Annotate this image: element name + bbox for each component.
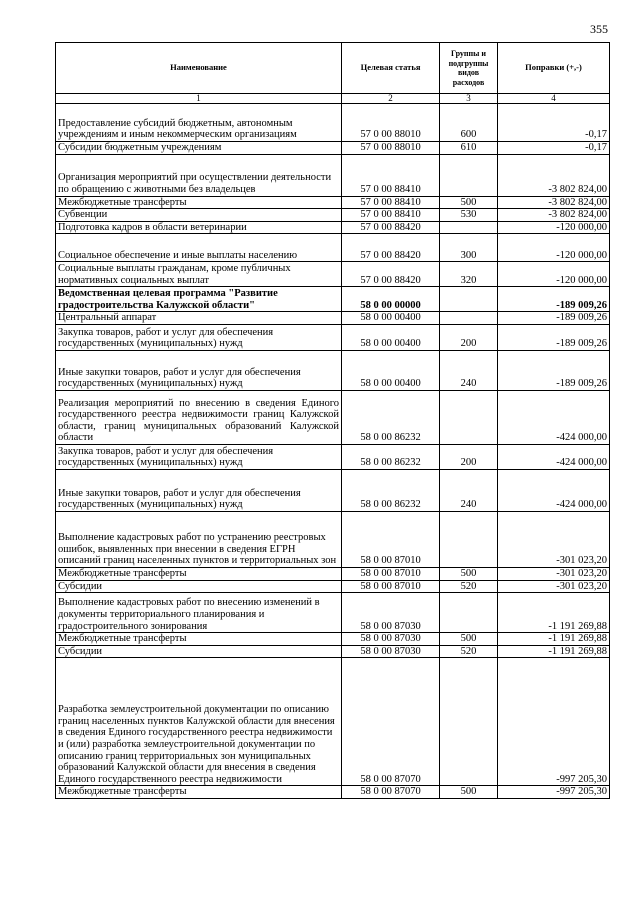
row-expense-group <box>440 312 498 325</box>
row-name: Социальное обеспечение и иные выплаты населению <box>56 234 342 262</box>
row-expense-group: 200 <box>440 444 498 469</box>
row-expense-group: 530 <box>440 209 498 222</box>
row-amendment: -301 023,20 <box>498 567 610 580</box>
row-expense-group: 320 <box>440 262 498 287</box>
row-amendment: -997 205,30 <box>498 786 610 799</box>
table-row <box>56 262 610 287</box>
row-target-article: 57 0 00 88420 <box>342 234 440 262</box>
table-row <box>56 350 610 390</box>
row-name: Межбюджетные трансферты <box>56 786 342 799</box>
row-expense-group: 520 <box>440 580 498 593</box>
table-row <box>56 786 610 799</box>
header-expense-groups: Группы и подгруппы видов расходов <box>440 43 498 94</box>
table-row <box>56 633 610 646</box>
row-name: Субвенции <box>56 209 342 222</box>
table-row <box>56 469 610 511</box>
table-row <box>56 658 610 786</box>
row-expense-group <box>440 390 498 444</box>
row-amendment: -301 023,20 <box>498 511 610 567</box>
row-amendment: -997 205,30 <box>498 658 610 786</box>
header-amendments: Поправки (+,-) <box>498 43 610 94</box>
row-name: Субсидии <box>56 645 342 658</box>
row-amendment: -424 000,00 <box>498 469 610 511</box>
row-amendment: -1 191 269,88 <box>498 645 610 658</box>
row-amendment: -189 009,26 <box>498 287 610 312</box>
row-target-article: 58 0 00 87030 <box>342 593 440 633</box>
row-target-article: 57 0 00 88410 <box>342 209 440 222</box>
header-target-article: Целевая статья <box>342 43 440 94</box>
column-number-row <box>56 94 610 104</box>
row-expense-group: 610 <box>440 142 498 155</box>
row-expense-group <box>440 593 498 633</box>
budget-table <box>55 42 610 799</box>
row-amendment: -424 000,00 <box>498 444 610 469</box>
table-row <box>56 104 610 142</box>
table-row <box>56 221 610 234</box>
row-target-article: 57 0 00 88010 <box>342 142 440 155</box>
row-name: Субсидии <box>56 580 342 593</box>
table-row <box>56 209 610 222</box>
row-target-article: 58 0 00 00400 <box>342 312 440 325</box>
row-name: Центральный аппарат <box>56 312 342 325</box>
table-row <box>56 142 610 155</box>
row-expense-group <box>440 658 498 786</box>
row-target-article: 57 0 00 88010 <box>342 104 440 142</box>
row-target-article: 58 0 00 87010 <box>342 580 440 593</box>
row-amendment: -120 000,00 <box>498 234 610 262</box>
row-target-article: 58 0 00 86232 <box>342 444 440 469</box>
row-target-article: 58 0 00 86232 <box>342 390 440 444</box>
table-row <box>56 580 610 593</box>
row-name: Ведомственная целевая программа "Развитие градостроительства Калужской области" <box>56 287 342 312</box>
row-target-article: 58 0 00 87010 <box>342 511 440 567</box>
row-amendment: -189 009,26 <box>498 350 610 390</box>
row-name: Реализация мероприятий по внесению в сведения Единого государственного реестра недвижимости границ Калужской области, границ муниципальных образований Калужской области <box>56 390 342 444</box>
table-row <box>56 234 610 262</box>
row-amendment: -189 009,26 <box>498 324 610 350</box>
row-expense-group <box>440 221 498 234</box>
row-target-article: 58 0 00 00400 <box>342 324 440 350</box>
row-target-article: 58 0 00 87030 <box>342 633 440 646</box>
row-amendment: -0,17 <box>498 104 610 142</box>
row-name: Межбюджетные трансферты <box>56 633 342 646</box>
row-amendment: -3 802 824,00 <box>498 209 610 222</box>
row-name: Социальные выплаты гражданам, кроме публичных нормативных социальных выплат <box>56 262 342 287</box>
page-number: 355 <box>590 22 608 36</box>
row-name: Предоставление субсидий бюджетным, автономным учреждениям и иным некоммерческим организациям <box>56 104 342 142</box>
row-expense-group: 600 <box>440 104 498 142</box>
table-row <box>56 645 610 658</box>
row-expense-group: 300 <box>440 234 498 262</box>
row-target-article: 58 0 00 87010 <box>342 567 440 580</box>
row-amendment: -301 023,20 <box>498 580 610 593</box>
row-target-article: 57 0 00 88410 <box>342 196 440 209</box>
row-name: Закупка товаров, работ и услуг для обеспечения государственных (муниципальных) нужд <box>56 444 342 469</box>
table-row <box>56 444 610 469</box>
row-expense-group <box>440 287 498 312</box>
row-name: Закупка товаров, работ и услуг для обеспечения государственных (муниципальных) нужд <box>56 324 342 350</box>
column-number: 1 <box>56 94 342 104</box>
row-amendment: -0,17 <box>498 142 610 155</box>
row-amendment: -1 191 269,88 <box>498 633 610 646</box>
table-row <box>56 567 610 580</box>
row-expense-group: 500 <box>440 633 498 646</box>
row-target-article: 58 0 00 86232 <box>342 469 440 511</box>
row-name: Межбюджетные трансферты <box>56 196 342 209</box>
row-expense-group: 200 <box>440 324 498 350</box>
table-row <box>56 593 610 633</box>
row-target-article: 58 0 00 87030 <box>342 645 440 658</box>
column-number: 3 <box>440 94 498 104</box>
row-expense-group: 240 <box>440 469 498 511</box>
row-name: Выполнение кадастровых работ по устранению реестровых ошибок, выявленных при внесении в сведения ЕГРН описаний границ населенных пунктов и территориальных зон <box>56 511 342 567</box>
row-name: Выполнение кадастровых работ по внесению изменений в документы территориального планирования и градостроительного зонирования <box>56 593 342 633</box>
row-target-article: 57 0 00 88410 <box>342 154 440 196</box>
row-amendment: -424 000,00 <box>498 390 610 444</box>
row-target-article: 58 0 00 00400 <box>342 350 440 390</box>
row-expense-group: 500 <box>440 196 498 209</box>
row-amendment: -120 000,00 <box>498 262 610 287</box>
row-target-article: 57 0 00 88420 <box>342 262 440 287</box>
row-target-article: 58 0 00 87070 <box>342 658 440 786</box>
header-name: Наименование <box>56 43 342 94</box>
table-body <box>56 104 610 799</box>
table-row <box>56 312 610 325</box>
row-name: Разработка землеустроительной документации по описанию границ населенных пунктов Калужской области для внесения в сведения Единого государственного реестра недвижимости и (или) разработка землеустроительной документации по описанию границ территориальных зон муниципальных образований Калужской области для внесения в сведения Единого государственного реестра недвижимости <box>56 658 342 786</box>
row-target-article: 58 0 00 00000 <box>342 287 440 312</box>
row-expense-group: 520 <box>440 645 498 658</box>
table-row <box>56 154 610 196</box>
row-target-article: 57 0 00 88420 <box>342 221 440 234</box>
row-name: Иные закупки товаров, работ и услуг для обеспечения государственных (муниципальных) нужд <box>56 469 342 511</box>
row-expense-group <box>440 154 498 196</box>
row-amendment: -1 191 269,88 <box>498 593 610 633</box>
row-expense-group <box>440 511 498 567</box>
table-row <box>56 324 610 350</box>
row-name: Субсидии бюджетным учреждениям <box>56 142 342 155</box>
row-amendment: -189 009,26 <box>498 312 610 325</box>
row-amendment: -3 802 824,00 <box>498 196 610 209</box>
row-target-article: 58 0 00 87070 <box>342 786 440 799</box>
row-name: Иные закупки товаров, работ и услуг для обеспечения государственных (муниципальных) нужд <box>56 350 342 390</box>
row-name: Межбюджетные трансферты <box>56 567 342 580</box>
row-amendment: -3 802 824,00 <box>498 154 610 196</box>
table-row <box>56 511 610 567</box>
row-expense-group: 240 <box>440 350 498 390</box>
table-row <box>56 196 610 209</box>
table-row <box>56 287 610 312</box>
row-expense-group: 500 <box>440 567 498 580</box>
table-header-row <box>56 43 610 94</box>
column-number: 4 <box>498 94 610 104</box>
row-name: Организация мероприятий при осуществлении деятельности по обращению с животными без владельцев <box>56 154 342 196</box>
row-amendment: -120 000,00 <box>498 221 610 234</box>
table-row <box>56 390 610 444</box>
column-number: 2 <box>342 94 440 104</box>
row-expense-group: 500 <box>440 786 498 799</box>
row-name: Подготовка кадров в области ветеринарии <box>56 221 342 234</box>
